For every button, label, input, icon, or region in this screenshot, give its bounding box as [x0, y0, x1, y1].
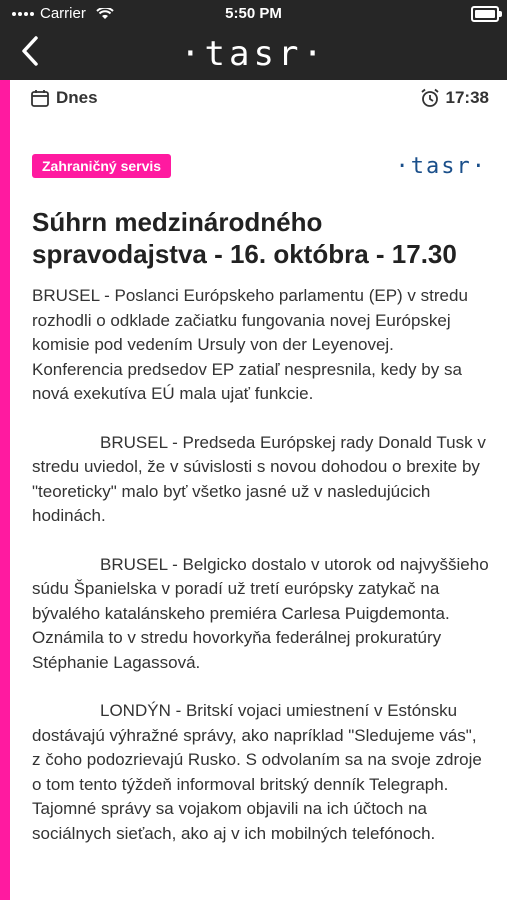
date-info [30, 88, 98, 108]
category-accent-strip [0, 80, 10, 900]
article-paragraph: BRUSEL - Belgicko dostalo v utorok od najvyššieho súdu Španielska v poradí už tretí európsky zatykač na bývalého katalánskeho premiéra Carlesa Puigdemonta. Oznámila to v stredu hovorkyňa federálnej prokuratúry Stéphanie Lagassová. [32, 554, 489, 672]
battery-fill [475, 10, 495, 18]
carrier-label: Carrier [40, 5, 86, 22]
article-paragraph: BRUSEL - Poslanci Európskeho parlamentu (EP) v stredu rozhodli o odklade začiatku fungovania novej Európskej komisie pod vedením Ursuly von der Leyenovej. Konferencia predsedov EP zatiaľ nespresnila, kedy by sa nová exekutíva EÚ mala ujať funkcie. [32, 286, 468, 403]
status-bar [0, 0, 507, 26]
category-badge[interactable]: Zahraničný servis [32, 154, 171, 178]
time-info [420, 88, 489, 108]
article-meta [30, 88, 489, 114]
article-paragraph: BRUSEL - Predseda Európskej rady Donald Tusk v stredu uviedol, že v súvislosti s novou dohodou o brexite by "teoreticky" malo byť všetko jasné už v nasledujúcich hodinách. [32, 432, 486, 525]
article-body [32, 284, 489, 870]
tasr-logo: ·tasr· [180, 34, 327, 74]
date-label: Dnes [56, 88, 98, 107]
battery-icon [471, 6, 499, 22]
top-bar [0, 0, 507, 80]
status-time: 5:50 PM [225, 5, 282, 22]
time-label: 17:38 [445, 88, 489, 107]
calendar-icon [30, 88, 50, 108]
article-paragraph: LONDÝN - Britskí vojaci umiestnení v Estónsku dostávajú výhražné správy, ako napríklad "Sledujeme vás", z čoho podozrievajú Rusko. S odvolaním sa na svoje zdroje o tom tento týždeň informoval britský denník Telegraph. Tajomné správy sa vojakom objavili na ich účtoch na sociálnych sieťach, ako aj v ich mobilných telefónoch. [32, 701, 482, 843]
alarm-clock-icon [420, 88, 440, 108]
navigation-bar [0, 26, 507, 80]
article-title: Súhrn medzinárodného spravodajstva - 16. októbra - 17.30 [32, 207, 457, 269]
source-logo: ·tasr· [395, 154, 487, 179]
